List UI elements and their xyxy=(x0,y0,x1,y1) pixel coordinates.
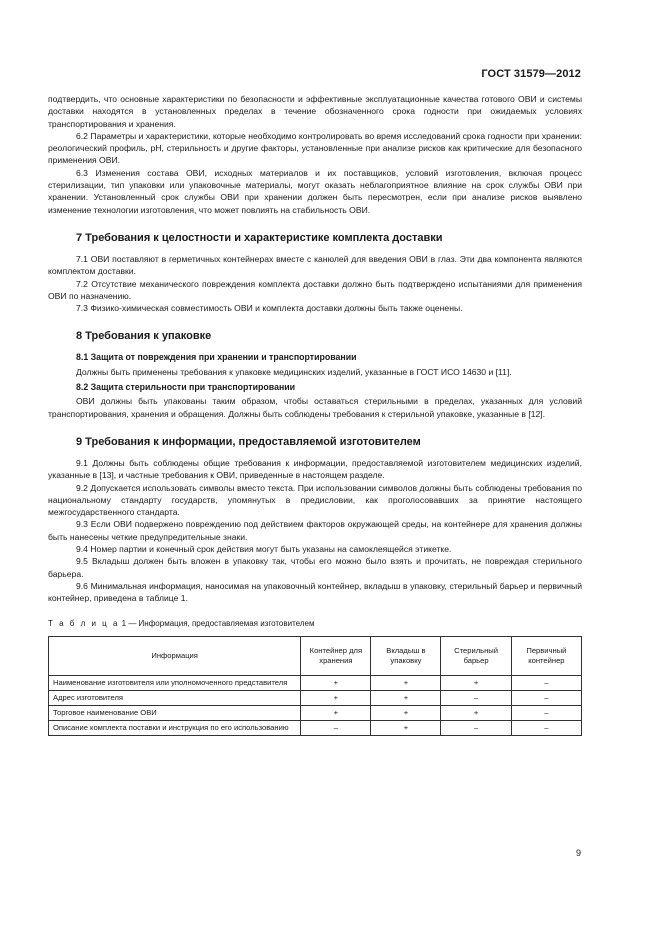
standard-code: ГОСТ 31579—2012 xyxy=(481,68,581,80)
table-row xyxy=(49,705,582,720)
page-number: 9 xyxy=(575,848,581,858)
paragraph: 9.4 Номер партии и конечный срок действия могут быть указаны на самоклеящейся этикетке. xyxy=(76,544,452,555)
table-row xyxy=(49,675,582,690)
subsection-8-2-heading: 8.2 Защита стерильности при транспортировании xyxy=(76,382,296,393)
paragraph: ОВИ должны быть упакованы таким образом, чтобы оставаться стерильными в пределах, указанных для условий транспортирования, хранения и обращения. Должны быть соблюдены требования к стерильной упаковке, указанные в [12]. xyxy=(48,396,582,419)
table-cell: – xyxy=(441,720,511,735)
table-caption-text: 1 — Информация, предоставляемая изготовителем xyxy=(121,618,315,628)
table-cell: + xyxy=(371,720,441,735)
table-cell: – xyxy=(511,705,581,720)
table-cell: – xyxy=(441,690,511,705)
table-caption-label: Т а б л и ц а xyxy=(48,618,120,628)
table-cell: Наименование изготовителя или уполномоченного представителя xyxy=(49,675,301,690)
table-cell: Описание комплекта поставки и инструкция по его использованию xyxy=(49,720,301,735)
section-8-heading: 8 Требования к упаковке xyxy=(76,330,212,343)
paragraph: 9.3 Если ОВИ подвержено повреждению под действием факторов окружающей среды, на контейнере для хранения должны быть нанесены четкие предупредительные знаки. xyxy=(48,519,582,542)
table-cell: – xyxy=(511,675,581,690)
table-cell: – xyxy=(301,720,371,735)
table-cell: + xyxy=(441,705,511,720)
paragraph: подтвердить, что основные характеристики по безопасности и эффективные эксплуатационные качества готового ОВИ и системы доставки находятся в установленных пределах в течение обозначенного срока годности при ожидаемых условиях транспортирования и хранения. xyxy=(48,94,582,129)
table-cell: + xyxy=(301,705,371,720)
table-cell: Торговое наименование ОВИ xyxy=(49,705,301,720)
header-storage-container: Контейнер для хранения xyxy=(301,636,371,675)
table-cell: + xyxy=(371,690,441,705)
info-table xyxy=(48,636,582,736)
table-cell: – xyxy=(511,690,581,705)
table-cell: + xyxy=(301,690,371,705)
table-row xyxy=(49,690,582,705)
table-row xyxy=(49,720,582,735)
section-9-heading: 9 Требования к информации, предоставляемой изготовителем xyxy=(76,435,421,448)
header-info: Информация xyxy=(49,636,301,675)
table-cell: Адрес изготовителя xyxy=(49,690,301,705)
header-primary-container: Первичный контейнер xyxy=(511,636,581,675)
table-cell: + xyxy=(371,675,441,690)
paragraph: 9.6 Минимальная информация, наносимая на упаковочный контейнер, вкладыш в упаковку, стерильный барьер и первичный контейнер, приведена в таблице 1. xyxy=(48,580,582,604)
table-cell: + xyxy=(371,705,441,720)
table-header-row xyxy=(49,636,582,675)
table-cell: + xyxy=(441,675,511,690)
subsection-8-1-heading: 8.1 Защита от повреждения при хранении и транспортировании xyxy=(76,352,357,363)
header-insert: Вкладыш в упаковку xyxy=(371,636,441,675)
paragraph: 6.3 Изменения состава ОВИ, исходных материалов и их поставщиков, условий изготовления, включая процесс стерилизации, тип упаковки или упаковочные материалы, могут оказать неблагоприятное влияние на срок службы ОВИ при хранении. Установленный срок службы ОВИ при хранении должен быть пересмотрен, если при анализе рисков выявлено изменение технологии изготовления, что может повлиять на стабильность ОВИ. xyxy=(48,167,582,215)
paragraph: 9.2 Допускается использовать символы вместо текста. При использовании символов должны быть соблюдены требования по национальному стандарту государств, упомянутых в предисловии, как проголосовавших за принятие настоящего межгосударственного стандарта. xyxy=(48,482,582,518)
paragraph: 9.1 Должны быть соблюдены общие требования к информации, предоставляемой изготовителем медицинских изделий, указанные в [13], и частные требования к ОВИ, приведенные в настоящем разделе. xyxy=(48,457,582,481)
paragraph: 7.1 ОВИ поставляют в герметичных контейнерах вместе с канюлей для введения ОВИ в глаз. Эти два компонента являются комплектом доставки. xyxy=(48,253,582,277)
paragraph: 6.2 Параметры и характеристики, которые необходимо контролировать во время исследований срока годности при хранении: реологический профиль, pH, стерильность и другие факторы, установленные при анализе рисков как критические для безопасного применения ОВИ. xyxy=(48,130,582,166)
document-body xyxy=(48,93,582,736)
header-sterile-barrier: Стерильный барьер xyxy=(441,636,511,675)
table-cell: + xyxy=(301,675,371,690)
table-caption xyxy=(48,618,582,630)
paragraph: Должны быть применены требования к упаковке медицинских изделий, указанные в ГОСТ ИСО 14630 и [11]. xyxy=(76,366,512,377)
paragraph: 7.2 Отсутствие механического повреждения комплекта доставки должно быть подтверждено испытаниями для применения ОВИ по назначению. xyxy=(48,278,582,301)
paragraph: 9.5 Вкладыш должен быть вложен в упаковку так, чтобы его можно было взять и прочитать, не повреждая стерильного барьера. xyxy=(48,556,582,579)
paragraph: 7.3 Физико-химическая совместимость ОВИ и комплекта доставки должны быть также оценены. xyxy=(76,303,463,314)
section-7-heading: 7 Требования к целостности и характеристике комплекта доставки xyxy=(76,231,443,244)
table-cell: – xyxy=(511,720,581,735)
